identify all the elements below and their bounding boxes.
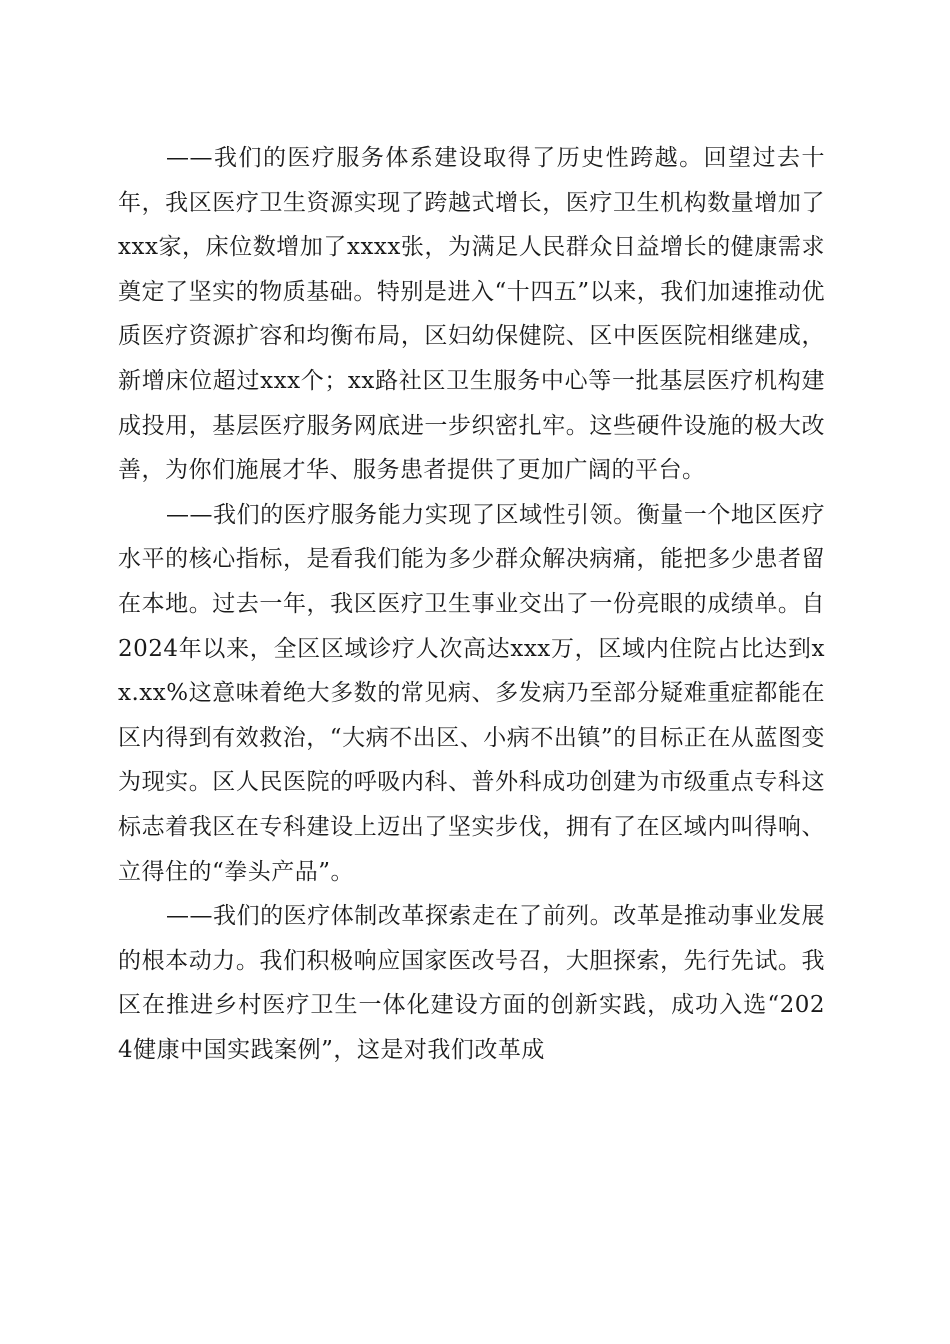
document-body xyxy=(118,136,825,1072)
paragraph-healthcare-capacity: ——我们的医疗服务能力实现了区域性引领。衡量一个地区医疗水平的核心指标，是看我们能为多少群众解决病痛，能把多少患者留在本地。过去一年，我区医疗卫生事业交出了一份亮眼的成绩单。自2024年以来，全区区域诊疗人次高达xxx万，区域内住院占比达到xx.xx%这意味着绝大多数的常见病、多发病乃至部分疑难重症都能在区内得到有效救治，“大病不出区、小病不出镇”的目标正在从蓝图变为现实。区人民医院的呼吸内科、普外科成功创建为市级重点专科这标志着我区在专科建设上迈出了坚实步伐，拥有了在区域内叫得响、立得住的“拳头产品”。 xyxy=(118,501,825,885)
paragraph-healthcare-system: ——我们的医疗服务体系建设取得了历史性跨越。回望过去十年，我区医疗卫生资源实现了跨越式增长，医疗卫生机构数量增加了xxx家，床位数增加了xxxx张，为满足人民群众日益增长的健康需求奠定了坚实的物质基础。特别是进入“十四五”以来，我们加速推动优质医疗资源扩容和均衡布局，区妇幼保健院、区中医医院相继建成，新增床位超过xxx个；xx路社区卫生服务中心等一批基层医疗机构建成投用，基层医疗服务网底进一步织密扎牢。这些硬件设施的极大改善，为你们施展才华、服务患者提供了更加广阔的平台。 xyxy=(118,145,825,484)
paragraph-healthcare-reform: ——我们的医疗体制改革探索走在了前列。改革是推动事业发展的根本动力。我们积极响应国家医改号召，大胆探索，先行先试。我区在推进乡村医疗卫生一体化建设方面的创新实践，成功入选“2024健康中国实践案例”，这是对我们改革成 xyxy=(118,903,825,1063)
